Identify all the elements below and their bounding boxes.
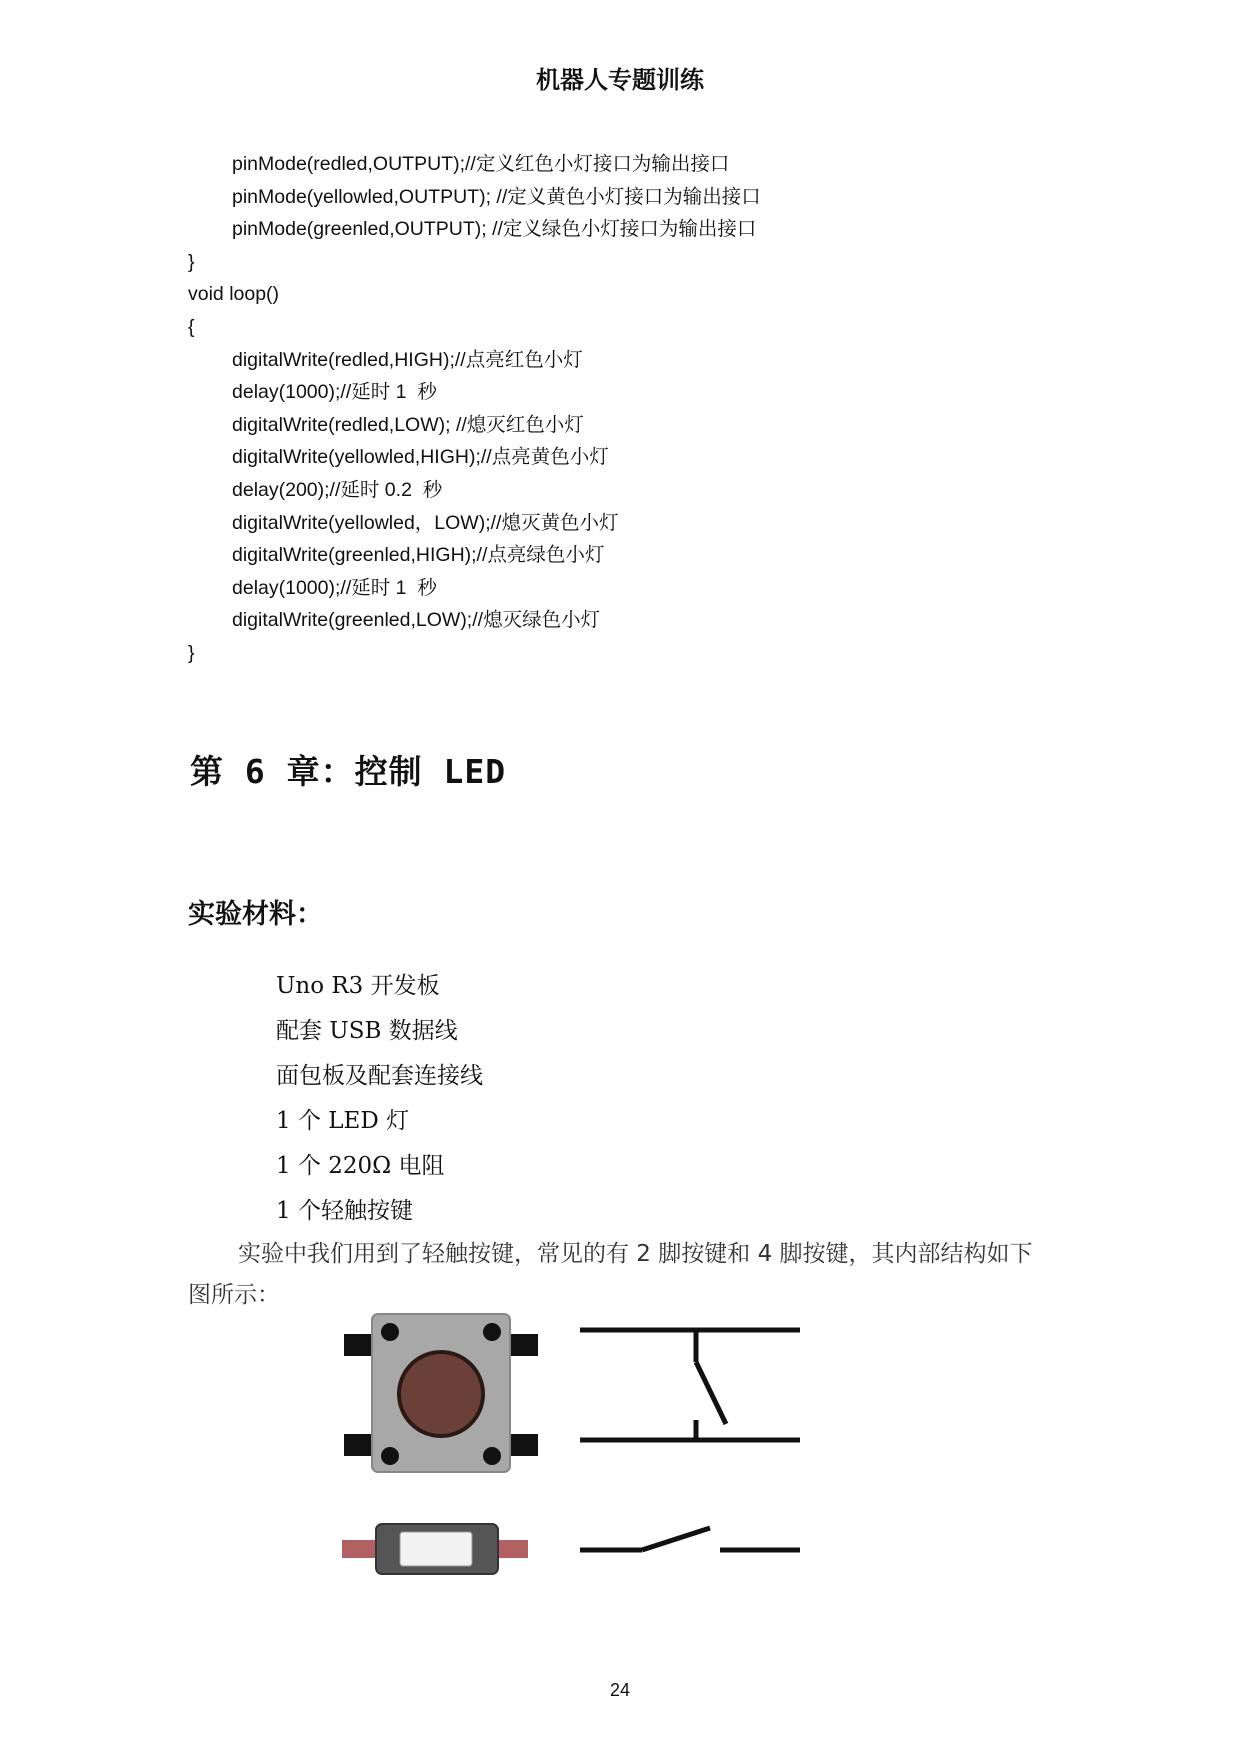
code-line: } bbox=[188, 641, 195, 664]
code-line: void loop() bbox=[188, 283, 280, 306]
material-item: 1 个 LED 灯 bbox=[276, 1108, 410, 1134]
material-item: 配套 USB 数据线 bbox=[276, 1018, 458, 1044]
code-line: digitalWrite(yellowled，LOW);//熄灭黄色小灯 bbox=[232, 511, 619, 534]
code-line: { bbox=[188, 315, 195, 338]
intro-paragraph: 实验中我们用到了轻触按键，常见的有 2 脚按键和 4 脚按键，其内部结构如下图所示： bbox=[188, 1241, 1033, 1308]
code-line: digitalWrite(yellowled,HIGH);//点亮黄色小灯 bbox=[232, 446, 609, 469]
code-line: digitalWrite(redled,LOW); //熄灭红色小灯 bbox=[232, 413, 584, 436]
code-line: delay(1000);//延时 1 秒 bbox=[232, 381, 437, 404]
code-line: delay(1000);//延时 1 秒 bbox=[232, 576, 437, 599]
code-line: delay(200);//延时 0.2 秒 bbox=[232, 478, 443, 501]
code-line: pinMode(yellowled,OUTPUT); //定义黄色小灯接口为输出接口 bbox=[232, 185, 761, 208]
four-pin-button-image bbox=[344, 1314, 538, 1472]
code-line: digitalWrite(greenled,HIGH);//点亮绿色小灯 bbox=[232, 544, 605, 567]
code-block bbox=[188, 148, 1088, 670]
material-item: 1 个轻触按键 bbox=[276, 1198, 413, 1224]
material-item: Uno R3 开发板 bbox=[276, 973, 440, 999]
two-pin-switch-symbol bbox=[580, 1528, 800, 1550]
code-line: digitalWrite(greenled,LOW);//熄灭绿色小灯 bbox=[232, 609, 601, 632]
two-pin-button-image bbox=[342, 1524, 528, 1574]
section-title: 实验材料： bbox=[188, 899, 323, 930]
material-item: 面包板及配套连接线 bbox=[276, 1063, 483, 1089]
code-line: pinMode(redled,OUTPUT);//定义红色小灯接口为输出接口 bbox=[232, 153, 730, 175]
materials-list bbox=[276, 964, 483, 1234]
page-header-title: 机器人专题训练 bbox=[536, 66, 704, 94]
page-number: 24 bbox=[609, 1680, 631, 1700]
four-pin-switch-symbol bbox=[580, 1330, 800, 1440]
button-diagram-figure bbox=[330, 1300, 850, 1620]
material-item: 1 个 220Ω 电阻 bbox=[276, 1153, 445, 1179]
code-line: digitalWrite(redled,HIGH);//点亮红色小灯 bbox=[232, 348, 583, 371]
code-line: pinMode(greenled,OUTPUT); //定义绿色小灯接口为输出接口 bbox=[232, 218, 757, 241]
code-line: } bbox=[188, 250, 195, 273]
chapter-title: 第 6 章：控制 LED bbox=[190, 752, 507, 791]
